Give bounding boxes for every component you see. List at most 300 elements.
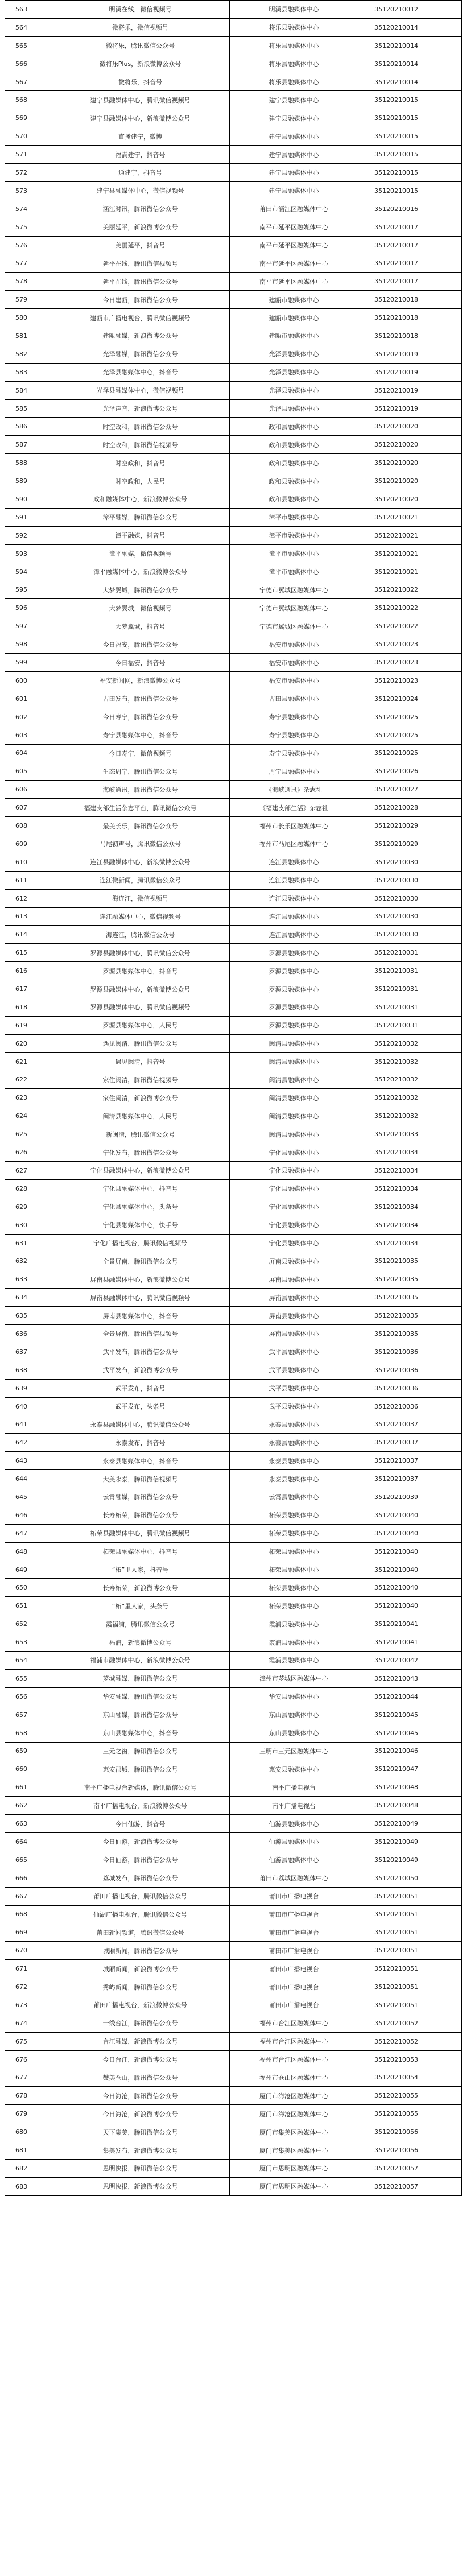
row-number-cell: 566 (5, 55, 51, 73)
account-name-cell: 光泽县融媒体中心，微信视频号 (51, 381, 230, 399)
table-row (5, 1143, 462, 1162)
account-name-cell: 荔城发布，腾讯微信公众号 (51, 1869, 230, 1887)
row-number-cell: 567 (5, 73, 51, 91)
row-number-cell: 613 (5, 907, 51, 926)
account-name-cell: 建瓯市广播电视台，腾讯微信视频号 (51, 309, 230, 327)
table-row (5, 1089, 462, 1107)
registration-code-cell: 35120210023 (358, 671, 462, 690)
row-number-cell: 677 (5, 2069, 51, 2087)
registration-code-cell: 35120210032 (358, 1034, 462, 1052)
row-number-cell: 571 (5, 146, 51, 164)
organization-cell: 柘荣县融媒体中心 (230, 1542, 358, 1561)
account-name-cell: 福安新闻网，新浪微博公众号 (51, 671, 230, 690)
organization-cell: 福州市台江区融媒体中心 (230, 2032, 358, 2050)
registration-code-cell: 35120210021 (358, 526, 462, 544)
organization-cell: 连江县融媒体中心 (230, 853, 358, 871)
registration-code-cell: 35120210018 (358, 291, 462, 309)
row-number-cell: 657 (5, 1706, 51, 1724)
registration-code-cell: 35120210020 (358, 490, 462, 509)
organization-cell: 厦门市集美区融媒体中心 (230, 2141, 358, 2160)
account-name-cell: 罗源县融媒体中心，腾讯微信视频号 (51, 998, 230, 1016)
registration-code-cell: 35120210017 (358, 254, 462, 273)
organization-cell: 屏南县融媒体中心 (230, 1307, 358, 1325)
table-row (5, 508, 462, 526)
account-name-cell: 屏南县融媒体中心，新浪微博公众号 (51, 1270, 230, 1289)
row-number-cell: 599 (5, 654, 51, 672)
organization-cell: 东山县融媒体中心 (230, 1706, 358, 1724)
registration-code-cell: 35120210036 (358, 1361, 462, 1379)
account-name-cell: “柘”里人家，头条号 (51, 1597, 230, 1615)
row-number-cell: 682 (5, 2159, 51, 2177)
row-number-cell: 653 (5, 1633, 51, 1652)
row-number-cell: 610 (5, 853, 51, 871)
organization-cell: 政和县融媒体中心 (230, 418, 358, 436)
table-row (5, 1397, 462, 1415)
row-number-cell: 592 (5, 526, 51, 544)
account-name-cell: 长寿柘荣，新浪微博公众号 (51, 1579, 230, 1597)
account-name-cell: 最美长乐，腾讯微信公众号 (51, 817, 230, 835)
registration-code-cell: 35120210042 (358, 1652, 462, 1670)
registration-code-cell: 35120210031 (358, 1016, 462, 1034)
organization-cell: 宁德市翼城区融媒体中心 (230, 617, 358, 635)
account-name-cell: 宁化县融媒体中心，抖音号 (51, 1179, 230, 1198)
account-name-cell: 美丽延平，新浪微博公众号 (51, 218, 230, 236)
registration-code-cell: 35120210019 (358, 381, 462, 399)
account-name-cell: 宁化县融媒体中心，新浪微博公众号 (51, 1162, 230, 1180)
registration-code-cell: 35120210032 (358, 1071, 462, 1089)
account-name-cell: 罗源县融媒体中心，抖音号 (51, 962, 230, 980)
row-number-cell: 596 (5, 599, 51, 617)
account-name-cell: 全景屏南，腾讯微信公众号 (51, 1252, 230, 1270)
account-name-cell: 家住闽清，腾讯微信视频号 (51, 1071, 230, 1089)
organization-cell: 屏南县融媒体中心 (230, 1252, 358, 1270)
table-row (5, 926, 462, 944)
registration-code-cell: 35120210055 (358, 2105, 462, 2123)
registration-code-cell: 35120210045 (358, 1706, 462, 1724)
row-number-cell: 586 (5, 418, 51, 436)
account-name-cell: 福满建宁，抖音号 (51, 146, 230, 164)
table-row (5, 871, 462, 889)
row-number-cell: 604 (5, 744, 51, 762)
organization-cell: 莆田市广播电视台 (230, 1996, 358, 2014)
row-number-cell: 576 (5, 236, 51, 254)
row-number-cell: 659 (5, 1742, 51, 1760)
account-name-cell: 漳平融媒体中心，新浪微博公众号 (51, 563, 230, 581)
table-row (5, 218, 462, 236)
table-row (5, 1942, 462, 1960)
organization-cell: 宁化县融媒体中心 (230, 1179, 358, 1198)
organization-cell: 永泰县融媒体中心 (230, 1470, 358, 1488)
account-name-cell: 光泽声音，新浪微博公众号 (51, 399, 230, 418)
table-row (5, 2177, 462, 2195)
organization-cell: 宁化县融媒体中心 (230, 1234, 358, 1252)
registration-code-cell: 35120210052 (358, 2014, 462, 2032)
row-number-cell: 650 (5, 1579, 51, 1597)
row-number-cell: 635 (5, 1307, 51, 1325)
organization-cell: 将乐县融媒体中心 (230, 18, 358, 36)
table-row (5, 146, 462, 164)
account-name-cell: 光泽融媒，腾讯微信公众号 (51, 345, 230, 363)
row-number-cell: 578 (5, 273, 51, 291)
account-name-cell: 罗源县融媒体中心，腾讯微信公众号 (51, 944, 230, 962)
table-row (5, 1052, 462, 1071)
account-name-cell: 涵江时讯，腾讯微信公众号 (51, 200, 230, 218)
account-name-cell: 宁化广播电视台，腾讯微信视频号 (51, 1234, 230, 1252)
registration-code-cell: 35120210032 (358, 1089, 462, 1107)
table-row (5, 1415, 462, 1434)
account-name-cell: 政和融媒体中心，新浪微博公众号 (51, 490, 230, 509)
organization-cell: 连江县融媒体中心 (230, 907, 358, 926)
table-row (5, 1687, 462, 1706)
registration-code-cell: 35120210041 (358, 1633, 462, 1652)
row-number-cell: 624 (5, 1107, 51, 1125)
registration-code-cell: 35120210040 (358, 1506, 462, 1524)
account-name-cell: 海连江，腾讯微信公众号 (51, 926, 230, 944)
organization-cell: 宁化县融媒体中心 (230, 1162, 358, 1180)
table-row (5, 36, 462, 55)
table-row (5, 454, 462, 472)
row-number-cell: 627 (5, 1162, 51, 1180)
table-row (5, 2087, 462, 2105)
organization-cell: 柘荣县融媒体中心 (230, 1524, 358, 1542)
organization-cell: 柘荣县融媒体中心 (230, 1597, 358, 1615)
organization-cell: 武平县融媒体中心 (230, 1397, 358, 1415)
table-row (5, 781, 462, 799)
table-row (5, 1289, 462, 1307)
row-number-cell: 661 (5, 1778, 51, 1797)
organization-cell: 政和县融媒体中心 (230, 490, 358, 509)
registration-code-cell: 35120210025 (358, 708, 462, 726)
account-name-cell: 华安融媒，腾讯微信公众号 (51, 1687, 230, 1706)
organization-cell: 厦门市海沧区融媒体中心 (230, 2087, 358, 2105)
row-number-cell: 665 (5, 1851, 51, 1869)
registration-code-cell: 35120210056 (358, 2141, 462, 2160)
row-number-cell: 628 (5, 1179, 51, 1198)
row-number-cell: 584 (5, 381, 51, 399)
registration-code-cell: 35120210037 (358, 1434, 462, 1452)
organization-cell: 连江县融媒体中心 (230, 871, 358, 889)
table-row (5, 817, 462, 835)
organization-cell: 厦门市海沧区融媒体中心 (230, 2105, 358, 2123)
organization-cell: 华安县融媒体中心 (230, 1687, 358, 1706)
organization-cell: 东山县融媒体中心 (230, 1724, 358, 1742)
row-number-cell: 649 (5, 1561, 51, 1579)
registration-code-cell: 35120210015 (358, 109, 462, 127)
document-table-wrapper (5, 0, 461, 2196)
registration-code-cell: 35120210020 (358, 454, 462, 472)
registration-code-cell: 35120210035 (358, 1252, 462, 1270)
row-number-cell: 673 (5, 1996, 51, 2014)
table-row (5, 581, 462, 599)
organization-cell: 漳平市融媒体中心 (230, 526, 358, 544)
registration-code-cell: 35120210040 (358, 1542, 462, 1561)
registration-code-cell: 35120210040 (358, 1597, 462, 1615)
organization-cell: 闽清县融媒体中心 (230, 1089, 358, 1107)
row-number-cell: 619 (5, 1016, 51, 1034)
registration-code-cell: 35120210051 (358, 1978, 462, 1996)
organization-cell: 三明市三元区融媒体中心 (230, 1742, 358, 1760)
account-name-cell: 芗城融媒，腾讯微信公众号 (51, 1669, 230, 1687)
organization-cell: 周宁县融媒体中心 (230, 762, 358, 781)
organization-cell: 建宁县融媒体中心 (230, 181, 358, 200)
row-number-cell: 601 (5, 690, 51, 708)
registration-code-cell: 35120210027 (358, 781, 462, 799)
registration-code-cell: 35120210051 (358, 1905, 462, 1923)
account-name-cell: 武平发布，新浪微博公众号 (51, 1361, 230, 1379)
organization-cell: 南平广播电视台 (230, 1797, 358, 1815)
organization-cell: 政和县融媒体中心 (230, 472, 358, 490)
registration-code-cell: 35120210037 (358, 1470, 462, 1488)
table-row (5, 1162, 462, 1180)
row-number-cell: 563 (5, 1, 51, 19)
row-number-cell: 583 (5, 363, 51, 381)
table-row (5, 526, 462, 544)
table-body (5, 1, 462, 2196)
organization-cell: 南平市延平区融媒体中心 (230, 236, 358, 254)
account-name-cell: 微将乐，抖音号 (51, 73, 230, 91)
registration-code-cell: 35120210048 (358, 1797, 462, 1815)
row-number-cell: 564 (5, 18, 51, 36)
account-name-cell: 生态周宁，腾讯微信公众号 (51, 762, 230, 781)
table-row (5, 1887, 462, 1905)
registration-code-cell: 35120210036 (358, 1397, 462, 1415)
organization-cell: 柘荣县融媒体中心 (230, 1579, 358, 1597)
organization-cell: 霞浦县融媒体中心 (230, 1652, 358, 1670)
account-name-cell: 海峡通讯，腾讯微信公众号 (51, 781, 230, 799)
account-name-cell: 永泰县融媒体中心，抖音号 (51, 1452, 230, 1470)
row-number-cell: 651 (5, 1597, 51, 1615)
account-name-cell: 光泽县融媒体中心，抖音号 (51, 363, 230, 381)
account-name-cell: 今日福安，抖音号 (51, 654, 230, 672)
organization-cell: 厦门市思明区融媒体中心 (230, 2159, 358, 2177)
account-name-cell: 新闽清，腾讯微信公众号 (51, 1125, 230, 1143)
account-name-cell: 莆田广播电视台，新浪微博公众号 (51, 1996, 230, 2014)
row-number-cell: 606 (5, 781, 51, 799)
organization-cell: 漳州市芗城区融媒体中心 (230, 1669, 358, 1687)
registration-code-cell: 35120210051 (358, 1996, 462, 2014)
organization-cell: 宁化县融媒体中心 (230, 1216, 358, 1234)
table-row (5, 726, 462, 744)
registration-code-cell: 35120210049 (358, 1832, 462, 1851)
row-number-cell: 639 (5, 1379, 51, 1397)
registration-code-cell: 35120210019 (358, 399, 462, 418)
organization-cell: 建宁县融媒体中心 (230, 127, 358, 146)
organization-cell: 南平市延平区融媒体中心 (230, 254, 358, 273)
registration-code-cell: 35120210051 (358, 1960, 462, 1978)
row-number-cell: 618 (5, 998, 51, 1016)
registration-code-cell: 35120210030 (358, 871, 462, 889)
row-number-cell: 655 (5, 1669, 51, 1687)
account-name-cell: 思明快报，腾讯微信公众号 (51, 2159, 230, 2177)
table-row (5, 980, 462, 998)
table-row (5, 635, 462, 654)
table-row (5, 1579, 462, 1597)
account-name-cell: 微将乐，腾讯微信公众号 (51, 36, 230, 55)
account-name-cell: 思明快报，新浪微博公众号 (51, 2177, 230, 2195)
registration-code-cell: 35120210057 (358, 2177, 462, 2195)
organization-cell: 莆田市广播电视台 (230, 1960, 358, 1978)
row-number-cell: 638 (5, 1361, 51, 1379)
registration-code-cell: 35120210020 (358, 418, 462, 436)
registration-code-cell: 35120210047 (358, 1760, 462, 1778)
row-number-cell: 621 (5, 1052, 51, 1071)
account-name-cell: 延平在线，腾讯微信视频号 (51, 254, 230, 273)
account-name-cell: 建宁县融媒体中心，新浪微博公众号 (51, 109, 230, 127)
table-row (5, 273, 462, 291)
table-row (5, 2105, 462, 2123)
row-number-cell: 597 (5, 617, 51, 635)
registration-code-cell: 35120210022 (358, 617, 462, 635)
registration-code-cell: 35120210035 (358, 1307, 462, 1325)
table-row (5, 853, 462, 871)
organization-cell: 屏南县融媒体中心 (230, 1325, 358, 1343)
row-number-cell: 615 (5, 944, 51, 962)
row-number-cell: 595 (5, 581, 51, 599)
table-row (5, 1307, 462, 1325)
account-name-cell: 微将乐，微信视频号 (51, 18, 230, 36)
table-row (5, 399, 462, 418)
organization-cell: 寿宁县融媒体中心 (230, 744, 358, 762)
table-row (5, 2123, 462, 2141)
row-number-cell: 671 (5, 1960, 51, 1978)
account-name-cell: 今日海沧，腾讯微信公众号 (51, 2087, 230, 2105)
registration-code-cell: 35120210032 (358, 1107, 462, 1125)
table-row (5, 309, 462, 327)
table-row (5, 2050, 462, 2069)
registration-code-cell: 35120210057 (358, 2159, 462, 2177)
table-row (5, 998, 462, 1016)
organization-cell: 闽清县融媒体中心 (230, 1107, 358, 1125)
table-row (5, 1542, 462, 1561)
organization-cell: 《海峡通讯》杂志社 (230, 781, 358, 799)
organization-cell: 惠安县融媒体中心 (230, 1760, 358, 1778)
account-name-cell: 鼓美仓山，腾讯微信公众号 (51, 2069, 230, 2087)
row-number-cell: 641 (5, 1415, 51, 1434)
row-number-cell: 605 (5, 762, 51, 781)
account-name-cell: 闽清县融媒体中心，人民号 (51, 1107, 230, 1125)
row-number-cell: 632 (5, 1252, 51, 1270)
row-number-cell: 616 (5, 962, 51, 980)
row-number-cell: 581 (5, 327, 51, 345)
row-number-cell: 617 (5, 980, 51, 998)
registration-code-cell: 35120210040 (358, 1561, 462, 1579)
organization-cell: 建瓯市融媒体中心 (230, 309, 358, 327)
row-number-cell: 636 (5, 1325, 51, 1343)
account-name-cell: 云霄融媒，腾讯微信公众号 (51, 1488, 230, 1506)
registration-code-cell: 35120210022 (358, 581, 462, 599)
organization-cell: 漳平市融媒体中心 (230, 563, 358, 581)
table-row (5, 944, 462, 962)
organization-cell: 福州市仓山区融媒体中心 (230, 2069, 358, 2087)
table-row (5, 1343, 462, 1361)
account-name-cell: 三元之窗，腾讯微信公众号 (51, 1742, 230, 1760)
organization-cell: 莆田市广播电视台 (230, 1905, 358, 1923)
organization-cell: 明溪县融媒体中心 (230, 1, 358, 19)
table-row (5, 1034, 462, 1052)
row-number-cell: 662 (5, 1797, 51, 1815)
row-number-cell: 663 (5, 1815, 51, 1833)
account-name-cell: 海连江，微信视频号 (51, 889, 230, 907)
organization-cell: 仙游县融媒体中心 (230, 1815, 358, 1833)
account-name-cell: 柘荣县融媒体中心，抖音号 (51, 1542, 230, 1561)
registration-code-cell: 35120210030 (358, 907, 462, 926)
organization-cell: 将乐县融媒体中心 (230, 73, 358, 91)
registration-code-cell: 35120210014 (358, 36, 462, 55)
row-number-cell: 656 (5, 1687, 51, 1706)
organization-cell: 福安市融媒体中心 (230, 671, 358, 690)
registration-code-cell: 35120210021 (358, 563, 462, 581)
table-row (5, 1742, 462, 1760)
row-number-cell: 603 (5, 726, 51, 744)
organization-cell: 武平县融媒体中心 (230, 1343, 358, 1361)
table-row (5, 1198, 462, 1216)
registration-code-cell: 35120210015 (358, 164, 462, 182)
registration-code-cell: 35120210034 (358, 1234, 462, 1252)
registration-code-cell: 35120210035 (358, 1270, 462, 1289)
registration-code-cell: 35120210015 (358, 127, 462, 146)
organization-cell: 光泽县融媒体中心 (230, 345, 358, 363)
organization-cell: 建瓯市融媒体中心 (230, 291, 358, 309)
registration-code-cell: 35120210024 (358, 690, 462, 708)
row-number-cell: 589 (5, 472, 51, 490)
row-number-cell: 602 (5, 708, 51, 726)
registration-code-cell: 35120210036 (358, 1343, 462, 1361)
row-number-cell: 570 (5, 127, 51, 146)
account-name-cell: 长寿柘荣，腾讯微信公众号 (51, 1506, 230, 1524)
registration-code-cell: 35120210049 (358, 1815, 462, 1833)
registration-code-cell: 35120210029 (358, 817, 462, 835)
row-number-cell: 660 (5, 1760, 51, 1778)
registration-code-cell: 35120210015 (358, 146, 462, 164)
registration-code-cell: 35120210031 (358, 980, 462, 998)
table-row (5, 2032, 462, 2050)
row-number-cell: 630 (5, 1216, 51, 1234)
account-name-cell: 建宁县融媒体中心，微信视频号 (51, 181, 230, 200)
account-name-cell: 微将乐Plus，新浪微博公众号 (51, 55, 230, 73)
row-number-cell: 588 (5, 454, 51, 472)
registration-code-cell: 35120210023 (358, 635, 462, 654)
row-number-cell: 629 (5, 1198, 51, 1216)
table-row (5, 617, 462, 635)
organization-cell: 福州市长乐区融媒体中心 (230, 817, 358, 835)
row-number-cell: 612 (5, 889, 51, 907)
account-name-cell: 延平在线，腾讯微信公众号 (51, 273, 230, 291)
organization-cell: 仙游县融媒体中心 (230, 1851, 358, 1869)
row-number-cell: 637 (5, 1343, 51, 1361)
account-name-cell: 大梦翼城，微信视频号 (51, 599, 230, 617)
organization-cell: 霞浦县融媒体中心 (230, 1615, 358, 1633)
account-name-cell: 秀屿新闻，腾讯微信公众号 (51, 1978, 230, 1996)
row-number-cell: 572 (5, 164, 51, 182)
table-row (5, 744, 462, 762)
row-number-cell: 625 (5, 1125, 51, 1143)
row-number-cell: 598 (5, 635, 51, 654)
row-number-cell: 568 (5, 91, 51, 109)
table-row (5, 1923, 462, 1942)
account-name-cell: 福浦，新浪微博公众号 (51, 1633, 230, 1652)
row-number-cell: 680 (5, 2123, 51, 2141)
table-row (5, 2141, 462, 2160)
organization-cell: 漳平市融媒体中心 (230, 544, 358, 563)
table-row (5, 1252, 462, 1270)
organization-cell: 政和县融媒体中心 (230, 436, 358, 454)
organization-cell: 闽清县融媒体中心 (230, 1125, 358, 1143)
row-number-cell: 594 (5, 563, 51, 581)
table-row (5, 1960, 462, 1978)
registration-code-cell: 35120210021 (358, 508, 462, 526)
row-number-cell: 609 (5, 835, 51, 853)
row-number-cell: 622 (5, 1071, 51, 1089)
